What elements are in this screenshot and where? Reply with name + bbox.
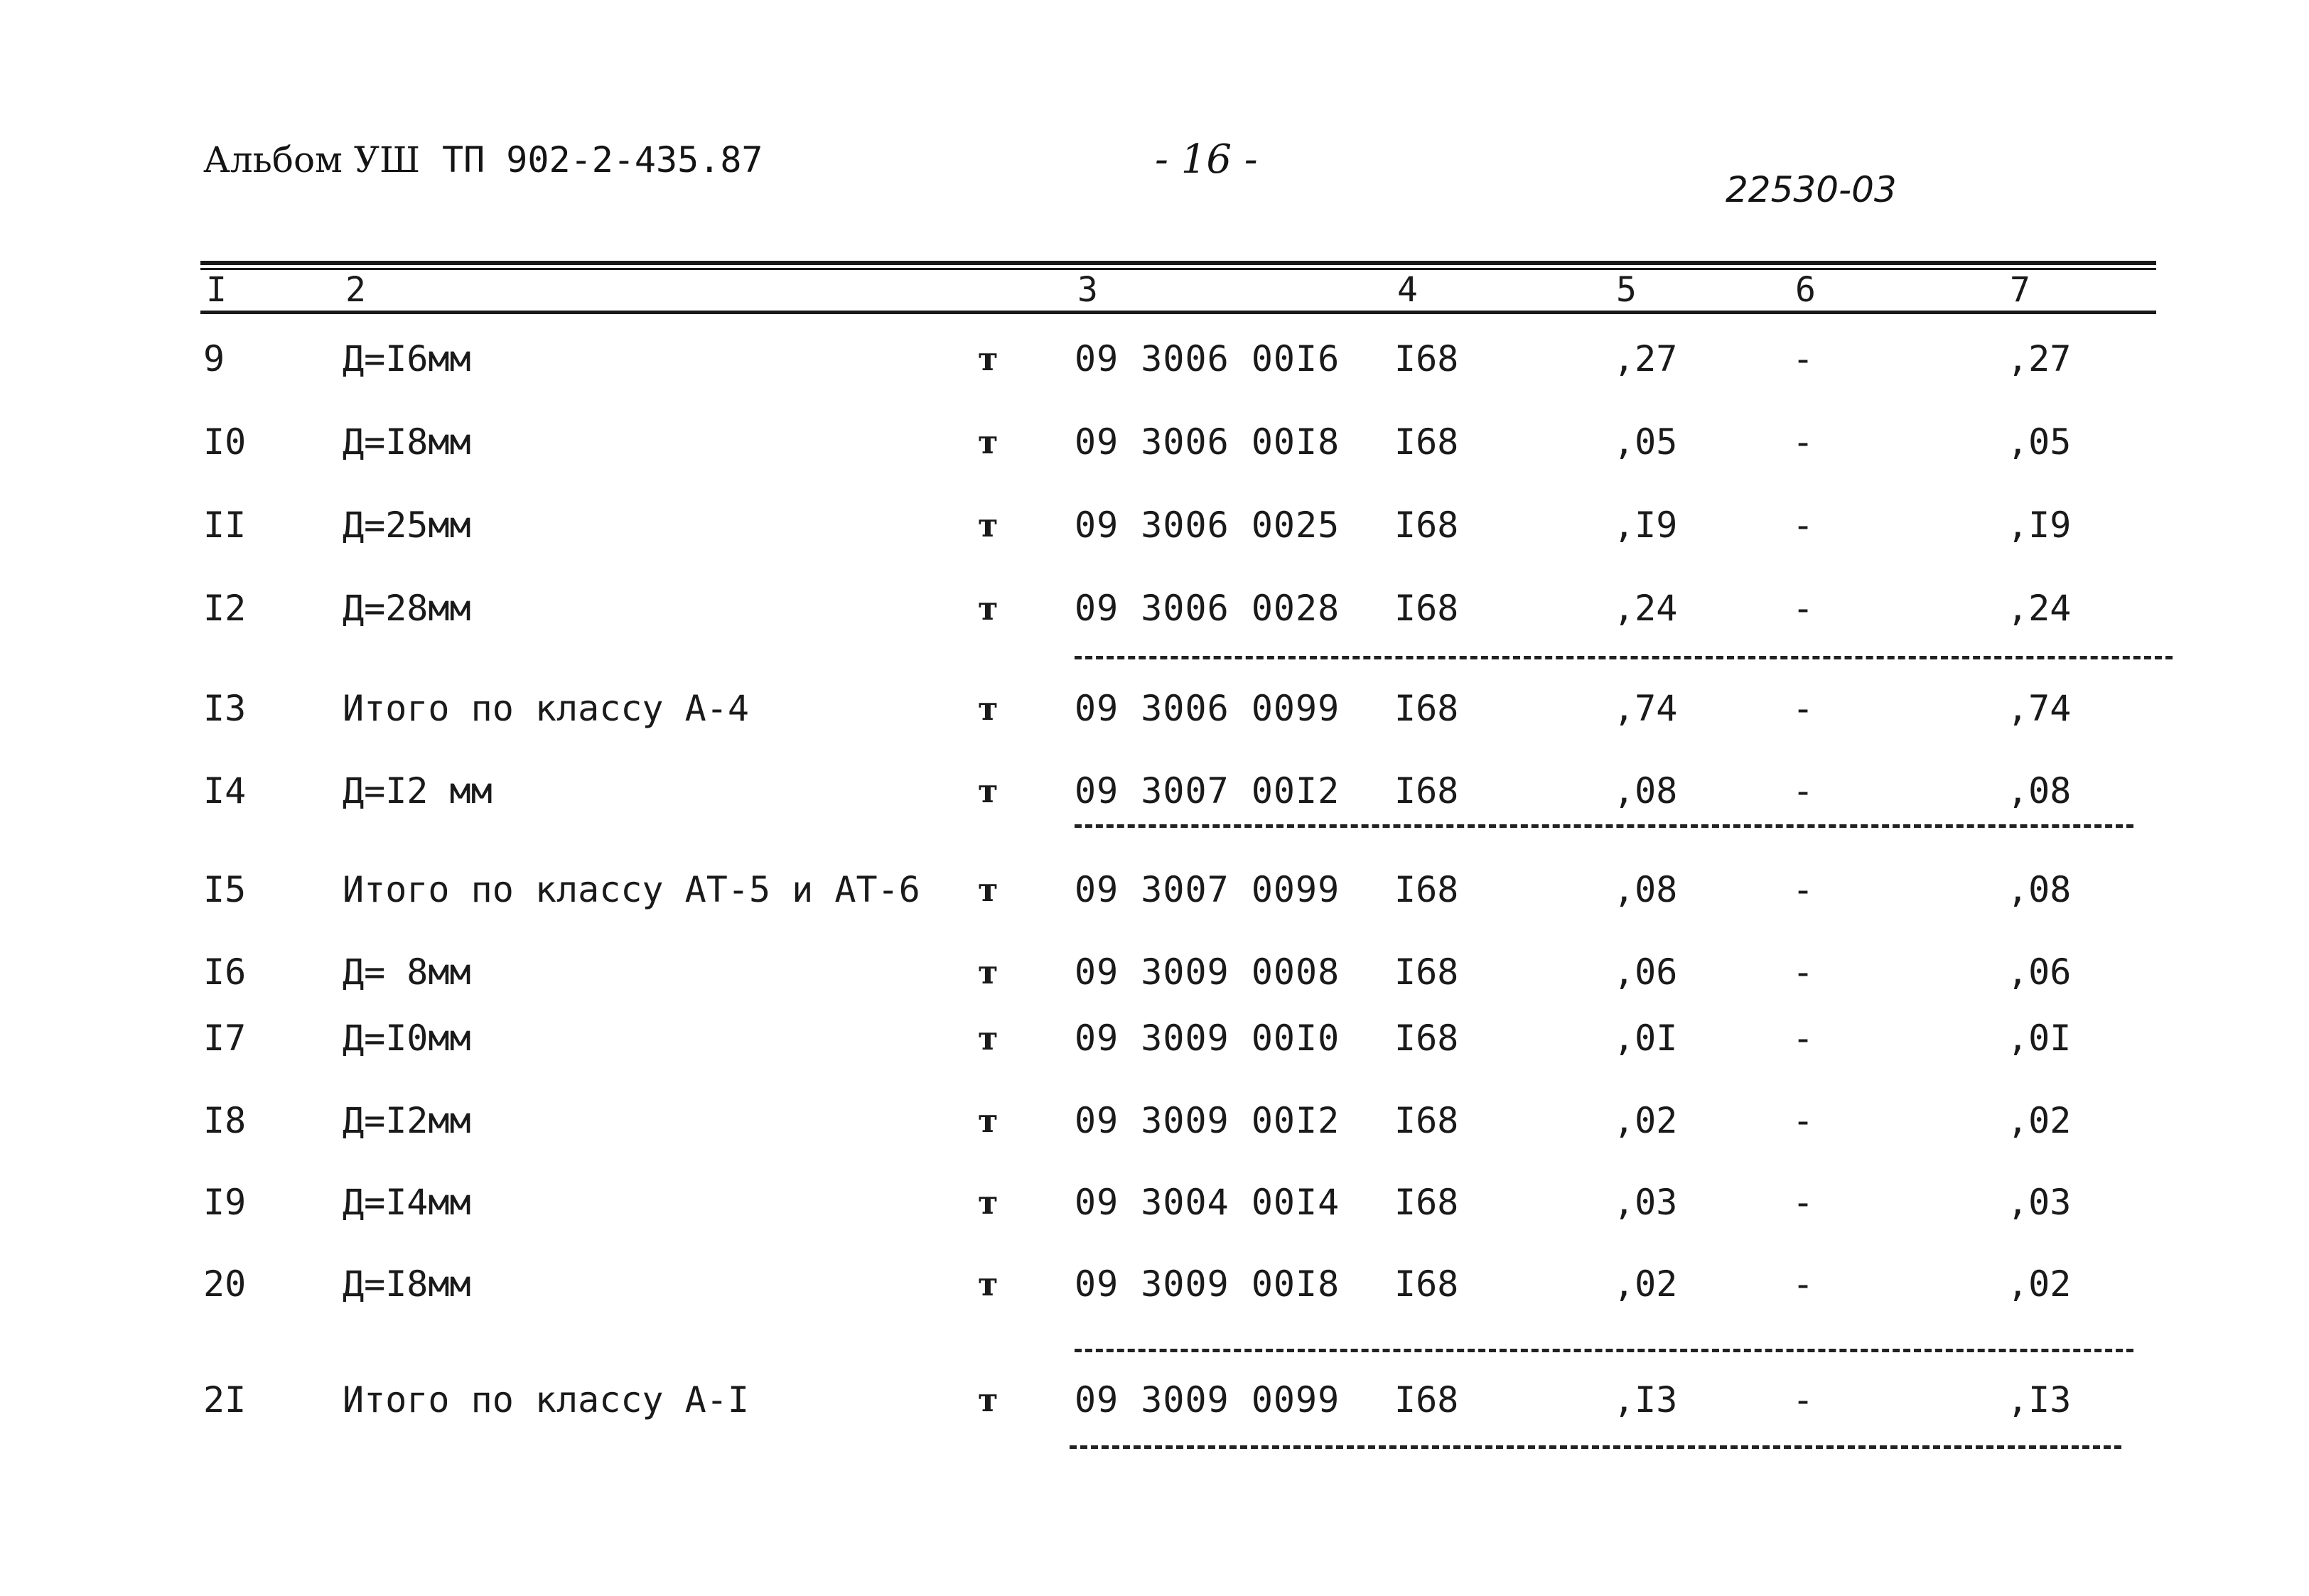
row-col5: ,06 [1613, 951, 1678, 993]
row-col4: I68 [1394, 505, 1459, 546]
column-header-6: 6 [1792, 270, 1819, 310]
row-col7: ,02 [2007, 1100, 2072, 1141]
header-rule-top [200, 261, 2156, 265]
row-unit: т [978, 689, 999, 728]
row-col6: - [1792, 421, 1814, 463]
row-name: Д=I0мм [343, 1018, 471, 1059]
subtotal-divider [1075, 824, 2133, 828]
row-unit: т [978, 506, 999, 544]
row-col7: ,06 [2007, 951, 2072, 993]
row-name: Д=I4мм [343, 1182, 471, 1223]
album-label: Альбом УШ [203, 139, 421, 180]
row-col4: I68 [1394, 1379, 1459, 1420]
row-unit: т [978, 1183, 999, 1222]
row-code: 09 3009 00I8 [1075, 1263, 1340, 1305]
row-col5: ,I9 [1613, 505, 1678, 546]
subtotal-divider [1075, 656, 2173, 659]
row-col7: ,I3 [2007, 1379, 2072, 1420]
row-col6: - [1792, 505, 1814, 546]
row-col4: I68 [1394, 1018, 1459, 1059]
column-header-1: I [203, 270, 230, 310]
row-name: Итого по классу АТ-5 и АТ-6 [343, 869, 920, 910]
row-unit: т [978, 1381, 999, 1419]
row-col5: ,08 [1613, 869, 1678, 910]
row-unit: т [978, 1265, 999, 1303]
table-row [0, 1089, 2309, 1153]
row-code: 09 3007 00I2 [1075, 770, 1340, 812]
table-row [0, 1170, 2309, 1234]
row-number: I2 [203, 588, 247, 629]
row-col5: ,I3 [1613, 1379, 1678, 1420]
column-header-7: 7 [2007, 270, 2033, 310]
row-number: 2I [203, 1379, 247, 1420]
row-col4: I68 [1394, 951, 1459, 993]
row-number: 20 [203, 1263, 247, 1305]
row-number: I7 [203, 1018, 247, 1059]
row-col4: I68 [1394, 421, 1459, 463]
table-row [0, 759, 2309, 823]
header-rule-top-thin [200, 268, 2156, 270]
table-row [0, 327, 2309, 391]
row-col7: ,08 [2007, 770, 2072, 812]
row-col7: ,27 [2007, 338, 2072, 379]
row-code: 09 3009 00I0 [1075, 1018, 1340, 1059]
row-col6: - [1792, 338, 1814, 379]
row-name: Д=28мм [343, 588, 471, 629]
row-col5: ,02 [1613, 1100, 1678, 1141]
row-number: 9 [203, 338, 225, 379]
row-col6: - [1792, 588, 1814, 629]
row-name: Д=I2мм [343, 1100, 471, 1141]
row-col7: ,0I [2007, 1018, 2072, 1059]
row-col5: ,74 [1613, 688, 1678, 729]
row-number: I0 [203, 421, 247, 463]
row-unit: т [978, 423, 999, 461]
document-code: 22530-03 [1726, 169, 1897, 210]
table-row [0, 940, 2309, 1004]
row-col5: ,02 [1613, 1263, 1678, 1305]
table-row [0, 576, 2309, 640]
row-col4: I68 [1394, 869, 1459, 910]
row-col7: ,03 [2007, 1182, 2072, 1223]
row-unit: т [978, 772, 999, 810]
row-name: Д=I6мм [343, 338, 471, 379]
row-col6: - [1792, 951, 1814, 993]
header-rule-bottom [200, 311, 2156, 314]
page-number: - 16 - [1155, 136, 1258, 183]
row-number: I3 [203, 688, 247, 729]
row-col5: ,24 [1613, 588, 1678, 629]
row-col6: - [1792, 1379, 1814, 1420]
row-code: 09 3009 0099 [1075, 1379, 1340, 1420]
table-row [0, 410, 2309, 474]
table-row [0, 493, 2309, 557]
row-col5: ,27 [1613, 338, 1678, 379]
row-col6: - [1792, 770, 1814, 812]
row-name: Д=I8мм [343, 421, 471, 463]
row-col7: ,02 [2007, 1263, 2072, 1305]
row-code: 09 3009 0008 [1075, 951, 1340, 993]
row-col5: ,0I [1613, 1018, 1678, 1059]
row-unit: т [978, 340, 999, 378]
row-col6: - [1792, 1182, 1814, 1223]
row-col5: ,05 [1613, 421, 1678, 463]
row-col7: ,05 [2007, 421, 2072, 463]
row-col4: I68 [1394, 588, 1459, 629]
subtotal-divider [1075, 1349, 2133, 1352]
row-col4: I68 [1394, 688, 1459, 729]
row-number: I5 [203, 869, 247, 910]
row-col6: - [1792, 1100, 1814, 1141]
row-col5: ,08 [1613, 770, 1678, 812]
table-row [0, 676, 2309, 740]
row-col6: - [1792, 688, 1814, 729]
project-number: ТП 902-2-435.87 [442, 139, 763, 180]
row-unit: т [978, 1101, 999, 1140]
row-col4: I68 [1394, 338, 1459, 379]
row-col6: - [1792, 1018, 1814, 1059]
row-code: 09 3006 0099 [1075, 688, 1340, 729]
row-col4: I68 [1394, 1100, 1459, 1141]
row-col7: ,74 [2007, 688, 2072, 729]
row-code: 09 3006 00I8 [1075, 421, 1340, 463]
row-col4: I68 [1394, 1263, 1459, 1305]
row-code: 09 3004 00I4 [1075, 1182, 1340, 1223]
row-col5: ,03 [1613, 1182, 1678, 1223]
row-col7: ,24 [2007, 588, 2072, 629]
row-name: Д=I8мм [343, 1263, 471, 1305]
table-row [0, 1006, 2309, 1070]
row-code: 09 3007 0099 [1075, 869, 1340, 910]
column-header-4: 4 [1394, 270, 1421, 310]
row-code: 09 3006 00I6 [1075, 338, 1340, 379]
column-header-5: 5 [1613, 270, 1640, 310]
row-code: 09 3009 00I2 [1075, 1100, 1340, 1141]
row-name: Итого по классу А-4 [343, 688, 749, 729]
row-unit: т [978, 953, 999, 991]
row-col4: I68 [1394, 770, 1459, 812]
column-header-3: 3 [1075, 270, 1101, 310]
table-row [0, 858, 2309, 922]
table-row [0, 1252, 2309, 1316]
row-col7: ,I9 [2007, 505, 2072, 546]
column-header-2: 2 [343, 270, 369, 310]
row-col4: I68 [1394, 1182, 1459, 1223]
row-number: I9 [203, 1182, 247, 1223]
row-unit: т [978, 870, 999, 909]
row-col6: - [1792, 869, 1814, 910]
row-code: 09 3006 0025 [1075, 505, 1340, 546]
row-name: Д=25мм [343, 505, 471, 546]
row-code: 09 3006 0028 [1075, 588, 1340, 629]
row-unit: т [978, 589, 999, 627]
row-name: Итого по классу А-I [343, 1379, 749, 1420]
row-number: I6 [203, 951, 247, 993]
row-unit: т [978, 1019, 999, 1057]
subtotal-divider [1070, 1445, 2121, 1449]
row-name: Д=I2 мм [343, 770, 493, 812]
row-number: I4 [203, 770, 247, 812]
row-number: II [203, 505, 247, 546]
table-row [0, 1368, 2309, 1432]
row-col7: ,08 [2007, 869, 2072, 910]
row-number: I8 [203, 1100, 247, 1141]
row-col6: - [1792, 1263, 1814, 1305]
row-name: Д= 8мм [343, 951, 471, 993]
